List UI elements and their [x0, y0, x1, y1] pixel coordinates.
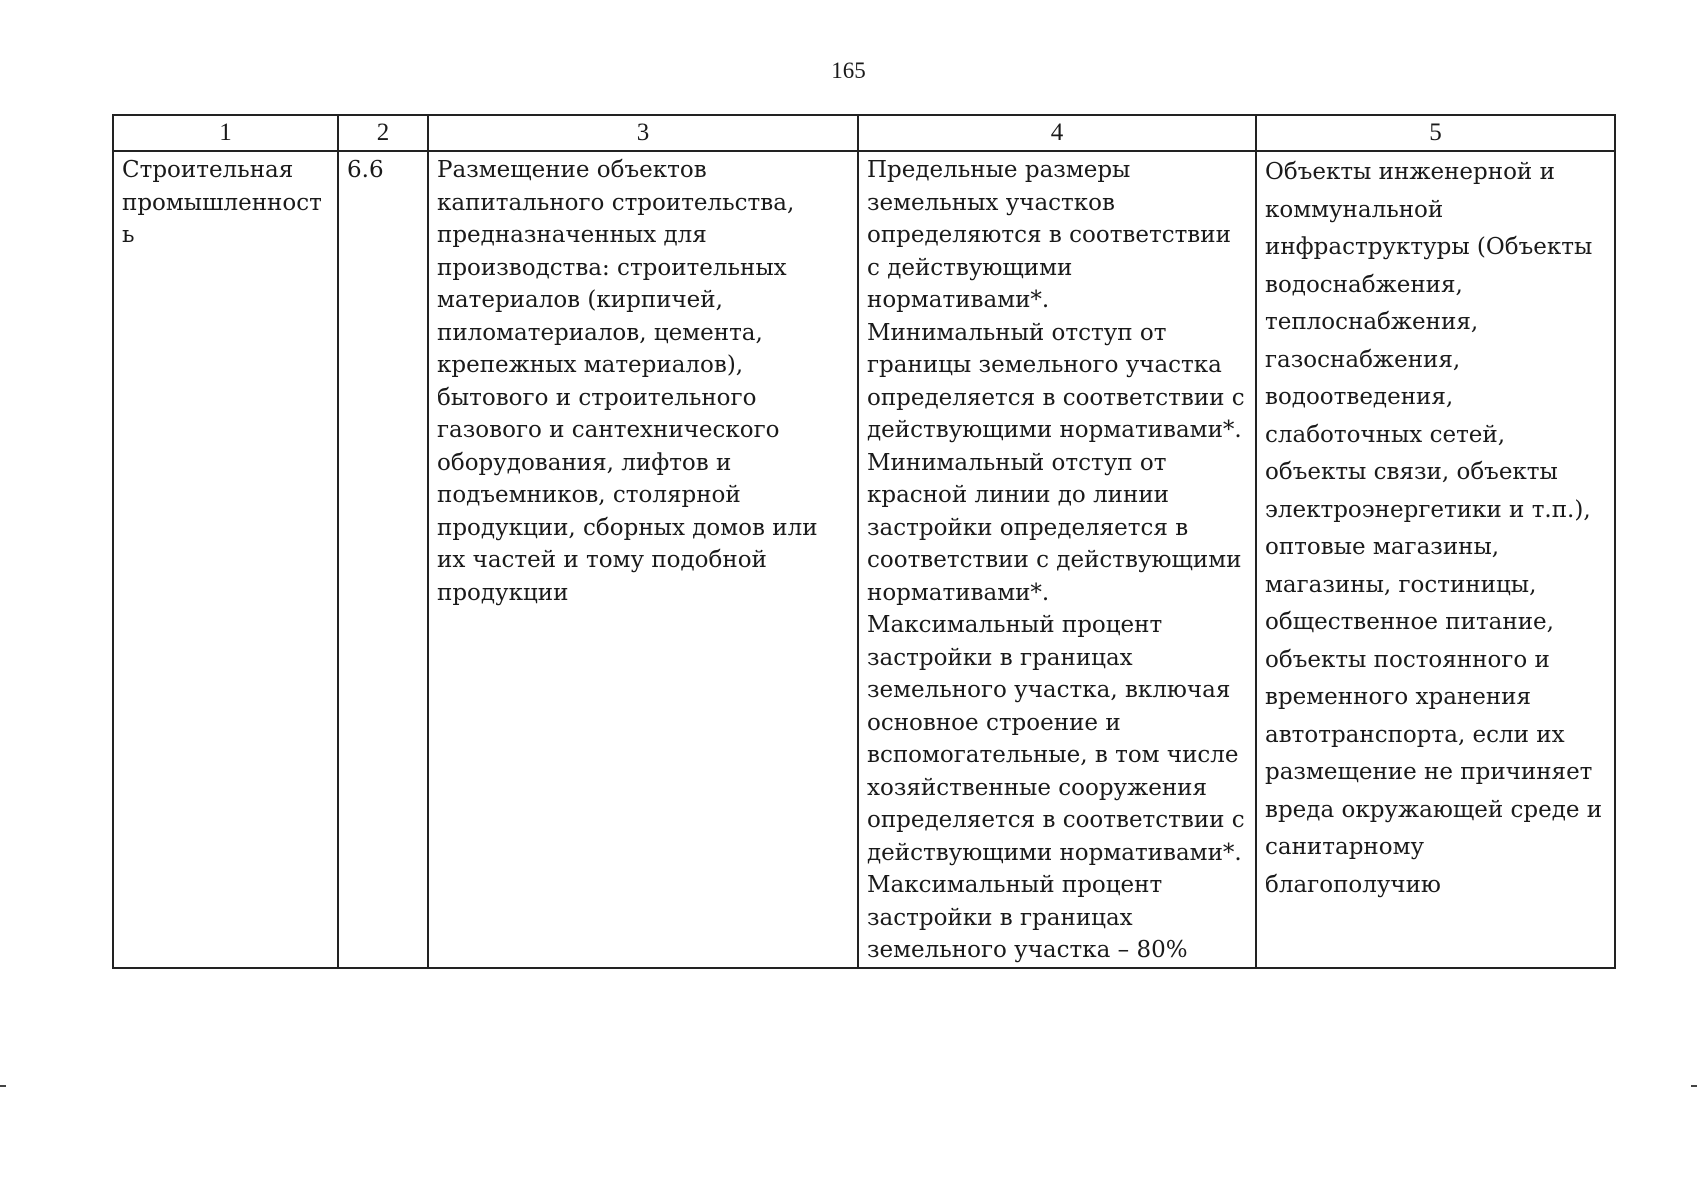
cell-description — [428, 151, 858, 968]
table-header-row — [113, 115, 1615, 151]
column-header-5: 5 — [1256, 115, 1615, 151]
cell-use-code — [338, 151, 428, 968]
right-edge-mark — [1691, 1085, 1697, 1087]
column-header-1: 1 — [113, 115, 338, 151]
cell-use-name — [113, 151, 338, 968]
column-header-2: 2 — [338, 115, 428, 151]
cell-parameters — [858, 151, 1256, 968]
page-number: 165 — [831, 58, 866, 83]
left-edge-mark — [0, 1085, 6, 1087]
use-name-text: Строительная промышленност ь — [122, 157, 322, 248]
cell-auxiliary-uses — [1256, 151, 1615, 968]
column-header-3: 3 — [428, 115, 858, 151]
auxiliary-uses-text: Объекты инженерной и коммунальной инфраструктуры (Объекты водоснабжения, теплоснабжения, газоснабжения, водоотведения, слаботочных сетей, объекты связи, объекты электроэнергетики и т.п.), оптовые магазины, магазины, гостиницы, общественное питание, объекты постоянного и временного хранения автотранспорта, если их размещение не причиняет вреда окружающей среде и санитарному благополучию — [1265, 159, 1603, 898]
table-row — [113, 151, 1615, 968]
description-text: Размещение объектов капитального строительства, предназначенных для производства: строительных материалов (кирпичей, пиломатериалов, цемента, крепежных материалов), бытового и строительного газового и сантехнического оборудования, лифтов и подъемников, столярной продукции, сборных домов или их частей и тому подобной продукции — [437, 157, 818, 606]
parameters-text: Предельные размеры земельных участков определяются в соответствии с действующими нормативами*. Минимальный отступ от границы земельного участка определяется в соответствии с действующими нормативами*. Минимальный отступ от красной линии до линии застройки определяется в соответствии с действующими нормативами*. Максимальный процент застройки в границах земельного участка, включая основное строение и вспомогательные, в том числе хозяйственные сооружения определяется в соответствии с действующими нормативами*. Максимальный процент застройки в границах земельного участка – 80% — [867, 157, 1245, 963]
zoning-table — [112, 114, 1616, 969]
column-header-4: 4 — [858, 115, 1256, 151]
use-code-text: 6.6 — [347, 157, 384, 183]
